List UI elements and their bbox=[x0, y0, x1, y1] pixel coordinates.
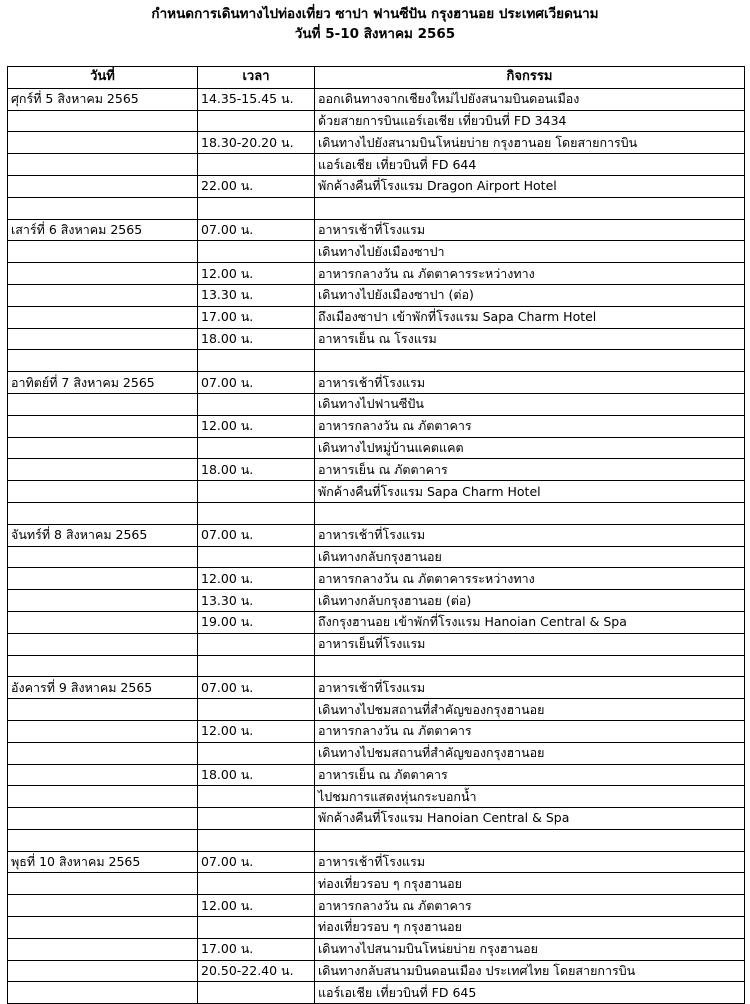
table-row bbox=[8, 372, 745, 394]
cell-activity: อาหารเย็นที่โรงแรม bbox=[315, 633, 745, 655]
cell-time: 18.00 น. bbox=[198, 328, 315, 350]
table-header-row bbox=[8, 67, 745, 89]
cell-activity: อาหารเย็น ณ ภัตตาคาร bbox=[315, 764, 745, 786]
cell-date bbox=[8, 263, 198, 285]
cell-activity: อาหารกลางวัน ณ ภัตตาคารระหว่างทาง bbox=[315, 263, 745, 285]
cell-date bbox=[8, 720, 198, 742]
cell-activity: พักค้างคืนที่โรงแรม Hanoian Central & Spa bbox=[315, 808, 745, 830]
cell-time bbox=[198, 699, 315, 721]
table-row bbox=[8, 895, 745, 917]
cell-date bbox=[8, 895, 198, 917]
cell-activity: อาหารเช้าที่โรงแรม bbox=[315, 851, 745, 873]
cell-activity: ออกเดินทางจากเชียงใหม่ไปยังสนามบินดอนเมือง bbox=[315, 88, 745, 110]
cell-activity: อาหารกลางวัน ณ ภัตตาคาร bbox=[315, 895, 745, 917]
cell-activity: อาหารเช้าที่โรงแรม bbox=[315, 677, 745, 699]
cell-date bbox=[8, 611, 198, 633]
table-row bbox=[8, 699, 745, 721]
cell-time: 20.50-22.40 น. bbox=[198, 960, 315, 982]
table-row bbox=[8, 350, 745, 372]
header-activity: กิจกรรม bbox=[315, 67, 745, 89]
cell-time: 17.00 น. bbox=[198, 306, 315, 328]
cell-time bbox=[198, 502, 315, 524]
cell-date bbox=[8, 481, 198, 503]
cell-time bbox=[198, 655, 315, 677]
table-row bbox=[8, 720, 745, 742]
cell-time: 14.35-15.45 น. bbox=[198, 88, 315, 110]
table-row bbox=[8, 132, 745, 154]
cell-time bbox=[198, 742, 315, 764]
table-row bbox=[8, 546, 745, 568]
cell-date bbox=[8, 960, 198, 982]
table-row bbox=[8, 524, 745, 546]
table-row bbox=[8, 982, 745, 1004]
table-row bbox=[8, 284, 745, 306]
cell-time bbox=[198, 873, 315, 895]
table-row bbox=[8, 655, 745, 677]
cell-time bbox=[198, 110, 315, 132]
cell-date bbox=[8, 241, 198, 263]
table-row bbox=[8, 502, 745, 524]
cell-activity bbox=[315, 655, 745, 677]
table-row bbox=[8, 263, 745, 285]
cell-time: 18.00 น. bbox=[198, 459, 315, 481]
table-row bbox=[8, 808, 745, 830]
cell-activity: ถึงกรุงฮานอย เข้าพักที่โรงแรม Hanoian Central & Spa bbox=[315, 611, 745, 633]
cell-activity: พักค้างคืนที่โรงแรม Sapa Charm Hotel bbox=[315, 481, 745, 503]
cell-activity: ท่องเที่ยวรอบ ๆ กรุงฮานอย bbox=[315, 917, 745, 939]
cell-date: พุธที่ 10 สิงหาคม 2565 bbox=[8, 851, 198, 873]
table-row bbox=[8, 677, 745, 699]
cell-time bbox=[198, 481, 315, 503]
cell-date bbox=[8, 742, 198, 764]
table-row bbox=[8, 175, 745, 197]
table-row bbox=[8, 851, 745, 873]
cell-activity: ไปชมการแสดงหุ่นกระบอกน้ำ bbox=[315, 786, 745, 808]
table-row bbox=[8, 306, 745, 328]
cell-time: 12.00 น. bbox=[198, 720, 315, 742]
cell-time bbox=[198, 393, 315, 415]
cell-date bbox=[8, 175, 198, 197]
cell-time: 18.00 น. bbox=[198, 764, 315, 786]
cell-activity: แอร์เอเชีย เที่ยวบินที่ FD 644 bbox=[315, 154, 745, 176]
table-row bbox=[8, 873, 745, 895]
cell-time bbox=[198, 786, 315, 808]
cell-time: 07.00 น. bbox=[198, 219, 315, 241]
cell-activity: เดินทางกลับสนามบินดอนเมือง ประเทศไทย โดยสายการบิน bbox=[315, 960, 745, 982]
cell-date: อาทิตย์ที่ 7 สิงหาคม 2565 bbox=[8, 372, 198, 394]
table-row bbox=[8, 764, 745, 786]
cell-date bbox=[8, 393, 198, 415]
cell-time bbox=[198, 633, 315, 655]
cell-time: 19.00 น. bbox=[198, 611, 315, 633]
cell-activity: พักค้างคืนที่โรงแรม Dragon Airport Hotel bbox=[315, 175, 745, 197]
cell-activity: เดินทางไปสนามบินโหน่ยบ่าย กรุงฮานอย bbox=[315, 938, 745, 960]
cell-date bbox=[8, 350, 198, 372]
cell-time: 12.00 น. bbox=[198, 568, 315, 590]
table-row bbox=[8, 829, 745, 851]
cell-date bbox=[8, 284, 198, 306]
cell-time bbox=[198, 829, 315, 851]
cell-activity bbox=[315, 829, 745, 851]
cell-date bbox=[8, 982, 198, 1004]
cell-activity: ถึงเมืองซาปา เข้าพักที่โรงแรม Sapa Charm Hotel bbox=[315, 306, 745, 328]
cell-activity: เดินทางไปฟานซีปัน bbox=[315, 393, 745, 415]
table-row bbox=[8, 611, 745, 633]
cell-date: เสาร์ที่ 6 สิงหาคม 2565 bbox=[8, 219, 198, 241]
cell-time: 13.30 น. bbox=[198, 590, 315, 612]
cell-date bbox=[8, 197, 198, 219]
table-row bbox=[8, 110, 745, 132]
cell-date: จันทร์ที่ 8 สิงหาคม 2565 bbox=[8, 524, 198, 546]
cell-activity: เดินทางกลับกรุงฮานอย (ต่อ) bbox=[315, 590, 745, 612]
cell-time: 13.30 น. bbox=[198, 284, 315, 306]
header-date: วันที่ bbox=[8, 67, 198, 89]
cell-date bbox=[8, 328, 198, 350]
cell-activity bbox=[315, 197, 745, 219]
cell-activity: อาหารกลางวัน ณ ภัตตาคาร bbox=[315, 415, 745, 437]
table-row bbox=[8, 154, 745, 176]
table-row bbox=[8, 415, 745, 437]
table-row bbox=[8, 197, 745, 219]
table-row bbox=[8, 590, 745, 612]
cell-time bbox=[198, 350, 315, 372]
cell-activity: อาหารเช้าที่โรงแรม bbox=[315, 219, 745, 241]
cell-activity: ด้วยสายการบินแอร์เอเชีย เที่ยวบินที่ FD 3434 bbox=[315, 110, 745, 132]
table-row bbox=[8, 568, 745, 590]
cell-date bbox=[8, 655, 198, 677]
cell-time bbox=[198, 546, 315, 568]
header-time: เวลา bbox=[198, 67, 315, 89]
cell-activity: เดินทางไปยังสนามบินโหน่ยบ่าย กรุงฮานอย โดยสายการบิน bbox=[315, 132, 745, 154]
table-row bbox=[8, 917, 745, 939]
cell-activity bbox=[315, 350, 745, 372]
cell-time: 07.00 น. bbox=[198, 372, 315, 394]
cell-time: 07.00 น. bbox=[198, 677, 315, 699]
cell-time: 18.30-20.20 น. bbox=[198, 132, 315, 154]
cell-date bbox=[8, 459, 198, 481]
cell-time bbox=[198, 241, 315, 263]
cell-time: 12.00 น. bbox=[198, 263, 315, 285]
cell-activity: ท่องเที่ยวรอบ ๆ กรุงฮานอย bbox=[315, 873, 745, 895]
cell-time: 07.00 น. bbox=[198, 524, 315, 546]
table-row bbox=[8, 328, 745, 350]
title-line-2: วันที่ 5-10 สิงหาคม 2565 bbox=[294, 26, 456, 42]
cell-time bbox=[198, 437, 315, 459]
cell-date bbox=[8, 437, 198, 459]
cell-time bbox=[198, 154, 315, 176]
cell-date bbox=[8, 546, 198, 568]
cell-activity: เดินทางไปชมสถานที่สำคัญของกรุงฮานอย bbox=[315, 742, 745, 764]
cell-date bbox=[8, 110, 198, 132]
cell-time: 12.00 น. bbox=[198, 895, 315, 917]
cell-activity: เดินทางกลับกรุงฮานอย bbox=[315, 546, 745, 568]
cell-date bbox=[8, 590, 198, 612]
cell-time: 22.00 น. bbox=[198, 175, 315, 197]
table-row bbox=[8, 742, 745, 764]
itinerary-table bbox=[7, 66, 745, 1004]
table-row bbox=[8, 960, 745, 982]
cell-activity: อาหารเย็น ณ โรงแรม bbox=[315, 328, 745, 350]
cell-date: อังคารที่ 9 สิงหาคม 2565 bbox=[8, 677, 198, 699]
cell-activity: แอร์เอเชีย เที่ยวบินที่ FD 645 bbox=[315, 982, 745, 1004]
cell-time bbox=[198, 982, 315, 1004]
table-row bbox=[8, 241, 745, 263]
cell-time: 17.00 น. bbox=[198, 938, 315, 960]
cell-date bbox=[8, 502, 198, 524]
cell-date bbox=[8, 873, 198, 895]
cell-time bbox=[198, 808, 315, 830]
cell-activity: เดินทางไปชมสถานที่สำคัญของกรุงฮานอย bbox=[315, 699, 745, 721]
table-row bbox=[8, 633, 745, 655]
cell-time bbox=[198, 917, 315, 939]
table-row bbox=[8, 481, 745, 503]
cell-date bbox=[8, 786, 198, 808]
cell-activity: อาหารกลางวัน ณ ภัตตาคาร bbox=[315, 720, 745, 742]
cell-activity: เดินทางไปยังเมืองซาปา (ต่อ) bbox=[315, 284, 745, 306]
cell-time bbox=[198, 197, 315, 219]
cell-activity: อาหารกลางวัน ณ ภัตตาคารระหว่างทาง bbox=[315, 568, 745, 590]
cell-date bbox=[8, 415, 198, 437]
cell-date bbox=[8, 568, 198, 590]
cell-date bbox=[8, 132, 198, 154]
table-row bbox=[8, 938, 745, 960]
table-row bbox=[8, 88, 745, 110]
title-line-1: กำหนดการเดินทางไปท่องเที่ยว ซาปา ฟานซีปัน กรุงฮานอย ประเทศเวียดนาม bbox=[151, 6, 599, 22]
cell-time: 07.00 น. bbox=[198, 851, 315, 873]
cell-date bbox=[8, 633, 198, 655]
cell-date bbox=[8, 699, 198, 721]
cell-activity: เดินทางไปหมู่บ้านแคตแคต bbox=[315, 437, 745, 459]
document-title bbox=[0, 4, 750, 44]
table-row bbox=[8, 459, 745, 481]
cell-date bbox=[8, 306, 198, 328]
cell-activity: อาหารเช้าที่โรงแรม bbox=[315, 524, 745, 546]
table-row bbox=[8, 786, 745, 808]
cell-date bbox=[8, 917, 198, 939]
cell-activity bbox=[315, 502, 745, 524]
itinerary-body bbox=[8, 88, 745, 1003]
cell-date bbox=[8, 154, 198, 176]
cell-date: ศุกร์ที่ 5 สิงหาคม 2565 bbox=[8, 88, 198, 110]
table-row bbox=[8, 393, 745, 415]
table-row bbox=[8, 219, 745, 241]
cell-time: 12.00 น. bbox=[198, 415, 315, 437]
cell-activity: อาหารเย็น ณ ภัตตาคาร bbox=[315, 459, 745, 481]
cell-date bbox=[8, 829, 198, 851]
cell-date bbox=[8, 938, 198, 960]
cell-activity: เดินทางไปยังเมืองซาปา bbox=[315, 241, 745, 263]
cell-activity: อาหารเช้าที่โรงแรม bbox=[315, 372, 745, 394]
cell-date bbox=[8, 808, 198, 830]
cell-date bbox=[8, 764, 198, 786]
table-row bbox=[8, 437, 745, 459]
